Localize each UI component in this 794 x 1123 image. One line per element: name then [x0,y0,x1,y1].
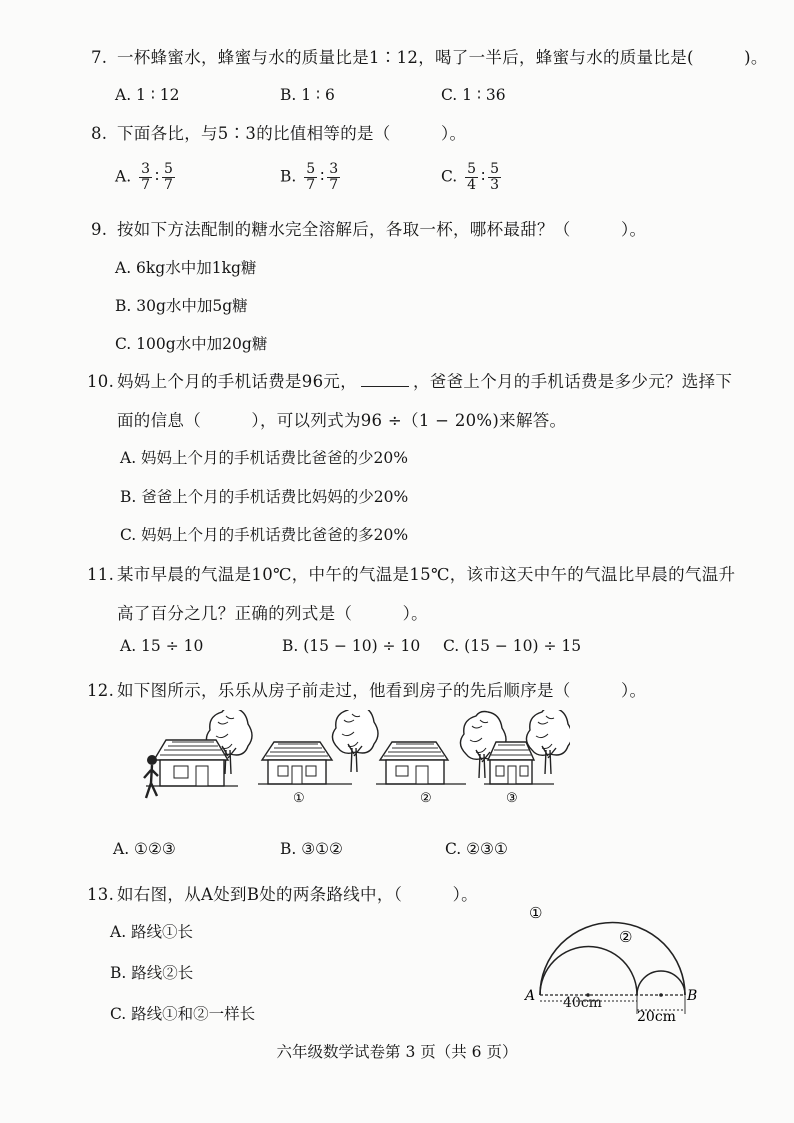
house-view-2 [376,712,506,807]
option-b: B. 30g水中加5g糖 [115,297,248,315]
length-20-label: 20cm [637,1009,676,1025]
option-a: A. 妈妈上个月的手机话费比爸爸的少20% [120,449,408,467]
length-40-label: 40cm [563,995,602,1011]
option-a [115,162,178,193]
option-label: B. [280,167,297,186]
option-c: C. ②③① [445,840,508,858]
question-13 [87,881,478,905]
question-10-line2: 面的信息（ ），可以列式为96 ÷（1 − 20%)来解答。 [117,411,567,430]
option-a: A. 6kg水中加1kg糖 [115,259,257,277]
question-text: 一杯蜂蜜水，蜂蜜与水的质量比是1∶12，喝了一半后，蜂蜜与水的质量比是( )。 [117,48,768,67]
question-number: 8. [91,124,108,143]
ratio-colon: ∶ [481,167,486,186]
question-text: 如下图所示，乐乐从房子前走过，他看到房子的先后顺序是（ ）。 [117,681,647,700]
option-c: C. (15 − 10) ÷ 15 [443,637,582,655]
route-2-arc-small [637,971,685,995]
point-b-label: B [687,988,698,1004]
option-b: B. 路线②长 [110,964,194,982]
option-a: A. ①②③ [113,840,176,858]
question-number: 12. [87,681,115,700]
picture-label-3: ③ [506,791,518,806]
option-c: C. 路线①和②一样长 [110,1005,256,1023]
option-a: A. 路线①长 [110,923,194,941]
question-number: 9. [91,220,108,239]
option-label: A. [115,167,132,186]
question-text: 按如下方法配制的糖水完全溶解后，各取一杯，哪杯最甜？（ ）。 [117,220,647,239]
route-1-arc [540,923,685,996]
picture-label-2: ② [420,791,432,806]
option-label: C. [441,167,458,186]
question-9 [91,216,646,240]
question-text: ，爸爸上个月的手机话费是多少元？选择下 [413,372,733,391]
question-number: 10. [87,372,115,391]
question-11-line2: 高了百分之几？正确的列式是（ ）。 [117,604,428,623]
question-number: 13. [87,885,115,904]
question-text: 如右图，从A处到B处的两条路线中，（ ）。 [117,885,478,904]
option-b: B. 1 ∶ 6 [280,86,335,104]
route-diagram [515,900,705,1025]
ratio-colon: ∶ [154,167,160,186]
route-2-arc-large [540,947,637,996]
fraction: $\frac{5}{7}$ [164,161,173,193]
picture-label-1: ① [293,791,305,806]
route-1-label: ① [529,904,543,922]
page-footer: 六年级数学试卷第 3 页（共 6 页） [276,1043,518,1061]
house-view-1 [258,710,378,806]
option-b: B. (15 − 10) ÷ 10 [282,637,421,655]
question-number: 11. [87,565,115,584]
question-text: 下面各比，与5∶3的比值相等的是（ ）。 [117,124,467,143]
question-12 [87,677,646,701]
fraction: $\frac{5}{4}$ [467,161,477,193]
question-8 [91,120,466,144]
question-text: 某市早晨的气温是10℃，中午的气温是15℃，该市这天中午的气温比早晨的气温升 [117,565,736,584]
ratio-colon: ∶ [320,167,325,186]
option-b [280,162,343,193]
question-10 [87,368,732,392]
houses-picture [130,710,570,810]
fraction: $\frac{3}{7}$ [141,161,150,193]
question-11 [87,561,735,585]
child-figure [147,755,157,765]
option-b: B. 爸爸上个月的手机话费比妈妈的少20% [120,488,409,506]
fraction: $\frac{5}{3}$ [490,161,500,193]
point-a-label: A [525,988,536,1004]
option-c: C. 100g水中加20g糖 [115,335,268,353]
option-a: A. 15 ÷ 10 [120,637,204,655]
fraction: $\frac{5}{7}$ [306,161,316,193]
option-c: C. 1 ∶ 36 [441,86,506,104]
house-scene-start [144,710,252,798]
question-text: 妈妈上个月的手机话费是96元， [117,372,357,391]
option-b: B. ③①② [280,840,343,858]
option-c [441,162,504,193]
answer-blank [361,372,409,387]
option-a: A. 1 ∶ 12 [115,86,180,104]
option-c: C. 妈妈上个月的手机话费比爸爸的多20% [120,526,409,544]
fraction: $\frac{3}{7}$ [329,161,339,193]
route-2-label: ② [619,928,633,946]
question-number: 7. [91,48,108,67]
question-7 [91,44,768,68]
